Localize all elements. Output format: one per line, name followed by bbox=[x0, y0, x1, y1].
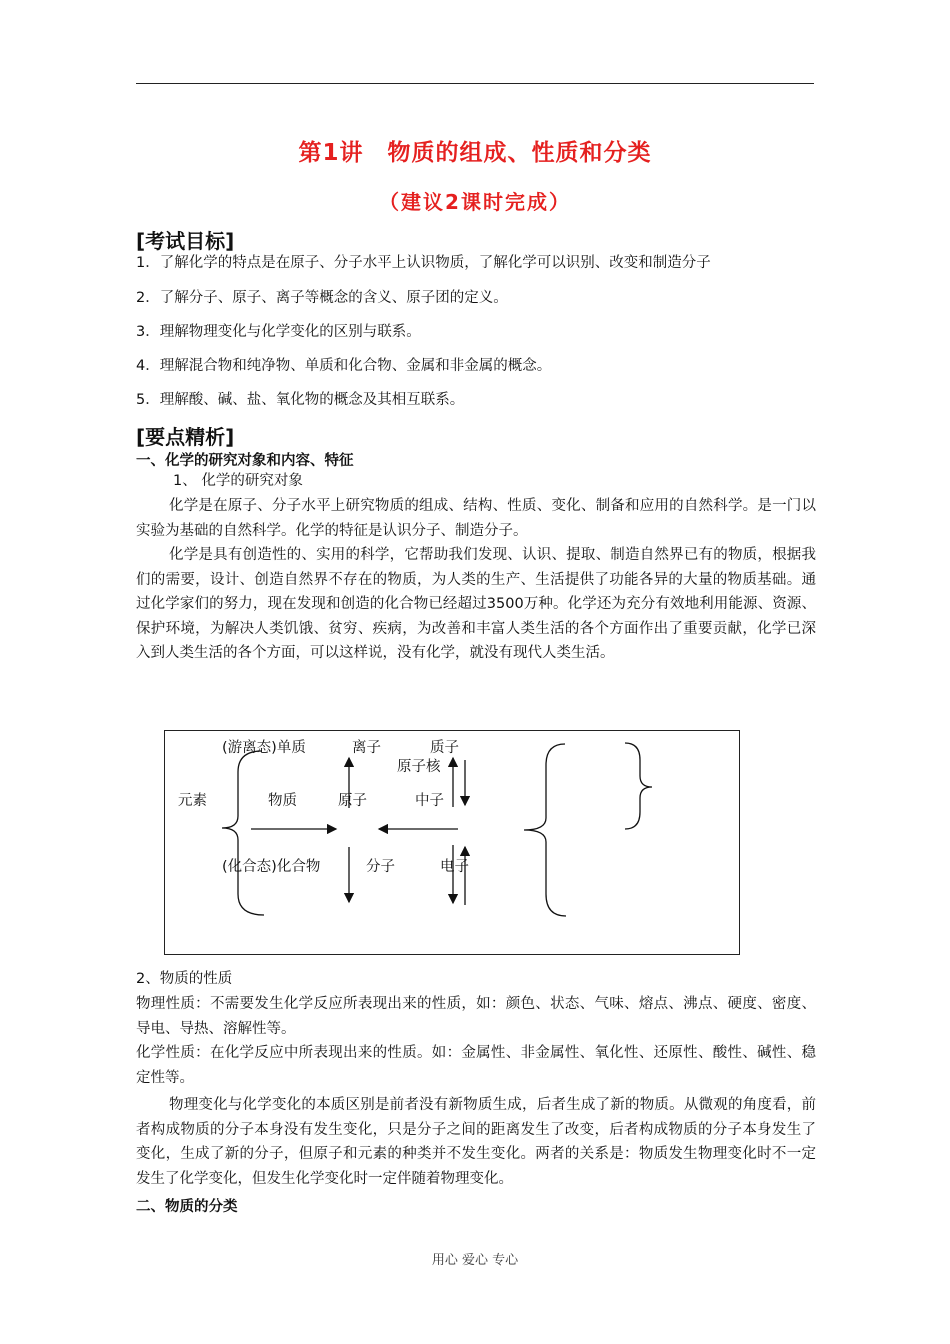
objective-1: 1．了解化学的特点是在原子、分子水平上认识物质，了解化学可以识别、改变和制造分子 bbox=[136, 255, 711, 271]
paragraph-definition: 化学是在原子、分子水平上研究物质的组成、结构、性质、变化、制备和应用的自然科学。是一门以实验为基础的自然科学。化学的特征是认识分子、制造分子。 bbox=[136, 498, 816, 539]
heading-classification: 二、物质的分类 bbox=[136, 1199, 238, 1215]
section-key-points: [要点精析] bbox=[136, 425, 235, 449]
label-proton: 质子 bbox=[430, 740, 459, 756]
label-atom: 原子 bbox=[338, 793, 367, 809]
brace-right-nucleus bbox=[625, 743, 652, 829]
subheading-properties: 2、物质的性质 bbox=[136, 971, 233, 987]
page-subtitle: （建议2课时完成） bbox=[379, 190, 571, 214]
page-title: 第1讲 物质的组成、性质和分类 bbox=[298, 140, 652, 166]
objective-2: 2．了解分子、原子、离子等概念的含义、原子团的定义。 bbox=[136, 290, 508, 306]
label-molecule: 分子 bbox=[366, 859, 395, 875]
paragraph-physical-properties: 物理性质：不需要发生化学反应所表现出来的性质，如：颜色、状态、气味、熔点、沸点、硬度、密度、导电、导热、溶解性等。 bbox=[136, 996, 816, 1037]
paragraph-change-difference: 物理变化与化学变化的本质区别是前者没有新物质生成，后者生成了新的物质。从微观的角度看，前者构成物质的分子本身没有发生变化，只是分子之间的距离发生了改变，后者构成物质的分子本身发生了变化，生成了新的分子，但原子和元素的种类并不发生变化。两者的关系是：物质发生物理变化时不一定发生了化学变化，但发生化学变化时一定伴随着物理变化。 bbox=[136, 1097, 816, 1187]
section-exam-objectives: [考试目标] bbox=[136, 229, 235, 253]
label-electron: 电子 bbox=[440, 859, 469, 875]
objective-4: 4．理解混合物和纯净物、单质和化合物、金属和非金属的概念。 bbox=[136, 358, 552, 374]
brace-left-atom bbox=[524, 744, 566, 916]
label-ion: 离子 bbox=[352, 740, 381, 756]
label-free-state: (游离态)单质 bbox=[222, 740, 306, 756]
objective-5: 5．理解酸、碱、盐、氧化物的概念及其相互联系。 bbox=[136, 392, 465, 408]
label-element: 元素 bbox=[178, 793, 207, 809]
page-footer: 用心 爱心 专心 bbox=[431, 1253, 519, 1268]
label-neutron: 中子 bbox=[415, 793, 444, 809]
label-nucleus: 原子核 bbox=[397, 759, 441, 775]
label-substance: 物质 bbox=[268, 793, 297, 809]
objective-3: 3．理解物理变化与化学变化的区别与联系。 bbox=[136, 324, 421, 340]
brace-left-element bbox=[222, 751, 264, 915]
paragraph-chemical-properties: 化学性质：在化学反应中所表现出来的性质。如：金属性、非金属性、氧化性、还原性、酸性、碱性、稳定性等。 bbox=[136, 1045, 816, 1086]
subheading-research-object: 1、 化学的研究对象 bbox=[173, 473, 303, 489]
paragraph-creativity: 化学是具有创造性的、实用的科学，它帮助我们发现、认识、提取、制造自然界已有的物质，根据我们的需要，设计、创造自然界不存在的物质，为人类的生产、生活提供了功能各异的大量的物质基础。通过化学家们的努力，现在发现和创造的化合物已经超过3500万种。化学还为充分有效地利用能源、资源、保护环境，为解决人类饥饿、贫穷、疾病，为改善和丰富人类生活的各个方面作出了重要贡献，化学已深入到人类生活的各个方面，可以这样说，没有化学，就没有现代人类生活。 bbox=[136, 547, 816, 661]
label-compound: (化合态)化合物 bbox=[222, 859, 321, 875]
heading-chemistry-research: 一、化学的研究对象和内容、特征 bbox=[136, 453, 354, 469]
